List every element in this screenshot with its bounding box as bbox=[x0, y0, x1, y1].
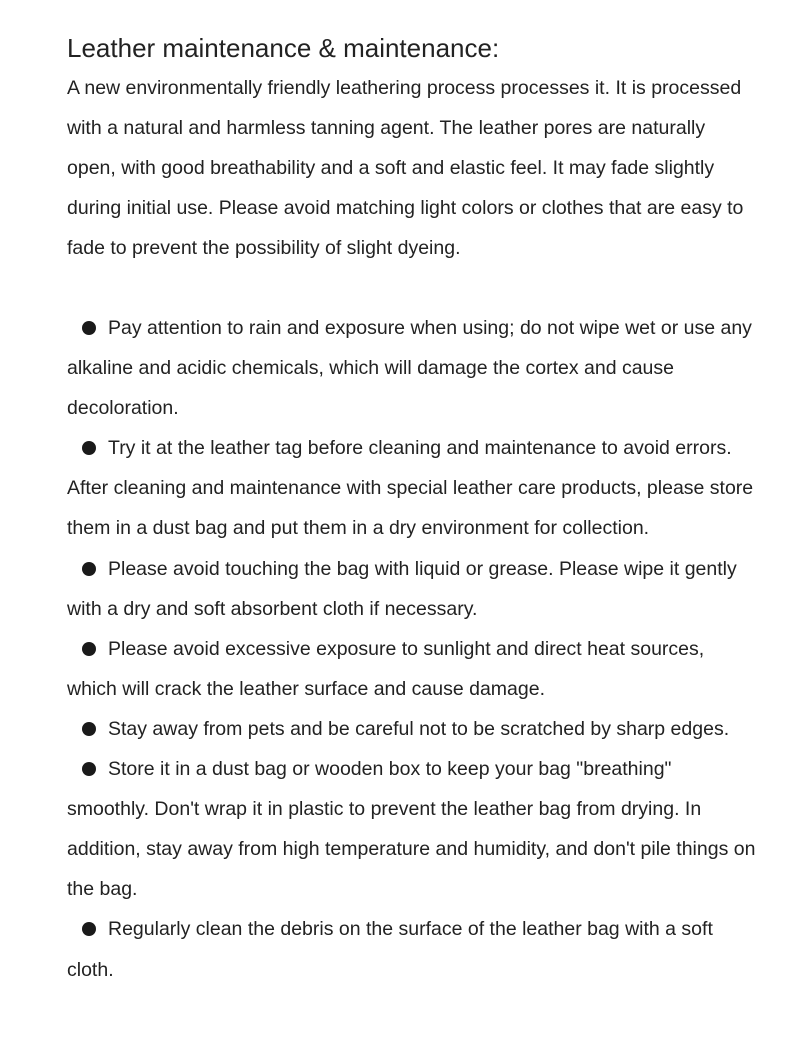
list-item bbox=[67, 749, 757, 909]
list-item bbox=[67, 909, 757, 989]
list-item-text: Regularly clean the debris on the surface of the leather bag with a soft cloth. bbox=[67, 918, 713, 981]
bullet-icon bbox=[82, 441, 96, 455]
bullet-icon bbox=[82, 722, 96, 736]
paragraph-spacer bbox=[67, 268, 757, 308]
list-item bbox=[67, 549, 757, 629]
list-item-text: Please avoid excessive exposure to sunlight and direct heat sources, which will crack the leather surface and cause damage. bbox=[67, 637, 705, 700]
intro-paragraph: A new environmentally friendly leathering process processes it. It is processed with a natural and harmless tanning agent. The leather pores are naturally open, with good breathability and a soft and elastic feel. It may fade slightly during initial use. Please avoid matching light colors or clothes that are easy to fade to prevent the possibility of slight dyeing. bbox=[67, 77, 744, 259]
bullet-icon bbox=[82, 762, 96, 776]
list-item bbox=[67, 428, 757, 548]
care-tips-list bbox=[67, 308, 757, 990]
list-item-text: Store it in a dust bag or wooden box to keep your bag "breathing" smoothly. Don't wrap it in plastic to prevent the leather bag from drying. In addition, stay away from high temperature and humidity, and don't pile things on the bag. bbox=[67, 758, 756, 901]
list-item-text: Pay attention to rain and exposure when using; do not wipe wet or use any alkaline and acidic chemicals, which will damage the cortex and cause decoloration. bbox=[67, 317, 752, 420]
bullet-icon bbox=[82, 922, 96, 936]
list-item bbox=[67, 308, 757, 428]
page-title: Leather maintenance & maintenance: bbox=[67, 33, 500, 63]
list-item-text: Try it at the leather tag before cleaning and maintenance to avoid errors. After cleaning and maintenance with special leather care products, please store them in a dust bag and put them in a dry environment for collection. bbox=[67, 437, 754, 540]
bullet-icon bbox=[82, 642, 96, 656]
list-item-text: Please avoid touching the bag with liquid or grease. Please wipe it gently with a dry and soft absorbent cloth if necessary. bbox=[67, 557, 737, 620]
bullet-icon bbox=[82, 562, 96, 576]
list-item bbox=[67, 629, 757, 709]
care-instructions-document bbox=[67, 28, 757, 990]
list-item-text: Stay away from pets and be careful not to be scratched by sharp edges. bbox=[108, 717, 730, 740]
bullet-icon bbox=[82, 321, 96, 335]
list-item bbox=[67, 709, 757, 749]
